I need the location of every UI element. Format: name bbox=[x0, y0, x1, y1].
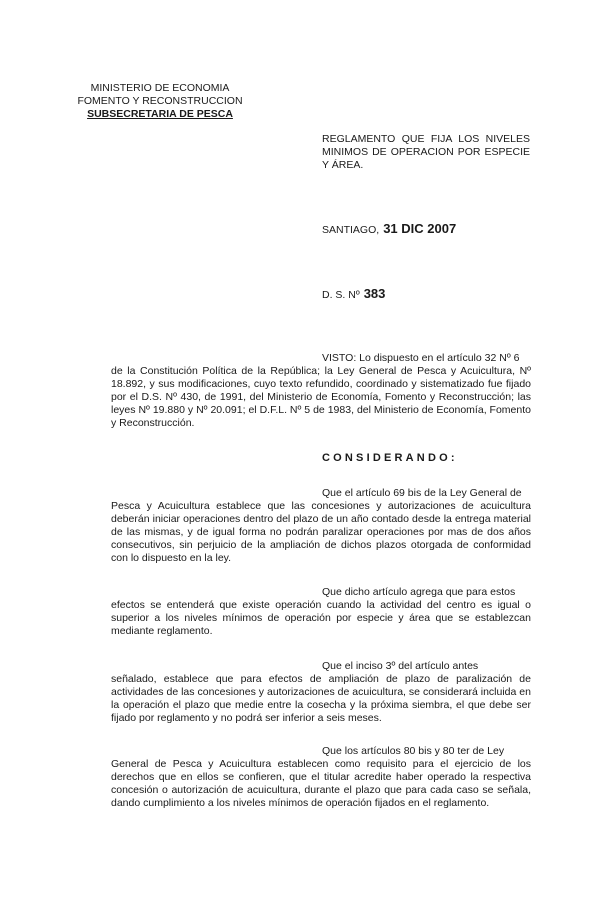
place-date bbox=[322, 221, 456, 236]
considerando-paragraph-2 bbox=[111, 586, 531, 638]
considerando-paragraph-4 bbox=[111, 745, 531, 810]
header-ministry-sub: FOMENTO Y RECONSTRUCCION bbox=[77, 95, 243, 107]
ministry-header bbox=[70, 82, 250, 121]
decree-line bbox=[322, 286, 385, 301]
place-label: SANTIAGO, bbox=[322, 224, 380, 236]
visto-paragraph bbox=[111, 352, 531, 430]
considerando-paragraph-1 bbox=[111, 487, 531, 565]
decree-prefix: D. S. Nº bbox=[322, 289, 360, 301]
decree-date: 31 DIC 2007 bbox=[383, 221, 457, 236]
decree-number: 383 bbox=[363, 286, 386, 301]
paragraph-body: efectos se entenderá que existe operación cuando la actividad del centro es igual o superior a los niveles mínimos de operación por especie y área que se establezcan mediante reglamento. bbox=[111, 599, 531, 637]
paragraph-first-line: Que el inciso 3º del artículo antes bbox=[322, 660, 479, 672]
header-subsecretaria: SUBSECRETARIA DE PESCA bbox=[87, 108, 233, 120]
paragraph-first-line: Que el artículo 69 bis de la Ley General de bbox=[322, 487, 522, 499]
paragraph-body: Pesca y Acuicultura establece que las concesiones y autorizaciones de acuicultura deberán iniciar operaciones dentro del plazo de un año contado desde la entrega material de las mismas, y de igual forma no podrán paralizar operaciones por mas de dos años consecutivos, sin perjuicio de la ampliación de dichos plazos otorgada de conformidad con lo dispuesto en la ley. bbox=[111, 500, 531, 564]
header-ministry: MINISTERIO DE ECONOMIA bbox=[90, 82, 230, 94]
visto-first-line: VISTO: Lo dispuesto en el artículo 32 Nº 6 bbox=[322, 352, 520, 364]
paragraph-body: General de Pesca y Acuicultura establecen como requisito para el ejercicio de los derechos que en ellos se confieren, que el titular acredite haber operado la respectiva concesión o autorización de acuicultura, durante el plazo que para cada caso se señala, dando cumplimiento a los niveles mínimos de operación fijados en el reglamento. bbox=[111, 758, 531, 809]
paragraph-body: señalado, establece que para efectos de ampliación de plazo de paralización de actividades de las concesiones y autorizaciones de acuicultura, se considerará incluida en la operación el plazo que medie entre la cosecha y la próxima siembra, el que debe ser fijado por reglamento y no podrá ser inferior a seis meses. bbox=[111, 673, 531, 724]
document-title: REGLAMENTO QUE FIJA LOS NIVELES MINIMOS DE OPERACION POR ESPECIE Y ÁREA. bbox=[322, 133, 530, 171]
considerando-paragraph-3 bbox=[111, 660, 531, 725]
considerando-heading: CONSIDERANDO: bbox=[322, 452, 458, 464]
paragraph-first-line: Que dicho artículo agrega que para estos bbox=[322, 586, 516, 598]
visto-body: de la Constitución Política de la República; la Ley General de Pesca y Acuicultura, Nº 18.892, y sus modificaciones, cuyo texto refundido, coordinado y sistematizado fue fijado por el D.S. Nº 430, de 1991, del Ministerio de Economía, Fomento y Reconstrucción; las leyes Nº 19.880 y Nº 20.091; el D.F.L. Nº 5 de 1983, del Ministerio de Economía, Fomento y Reconstrucción. bbox=[111, 365, 531, 429]
paragraph-first-line: Que los artículos 80 bis y 80 ter de Ley bbox=[322, 745, 505, 757]
